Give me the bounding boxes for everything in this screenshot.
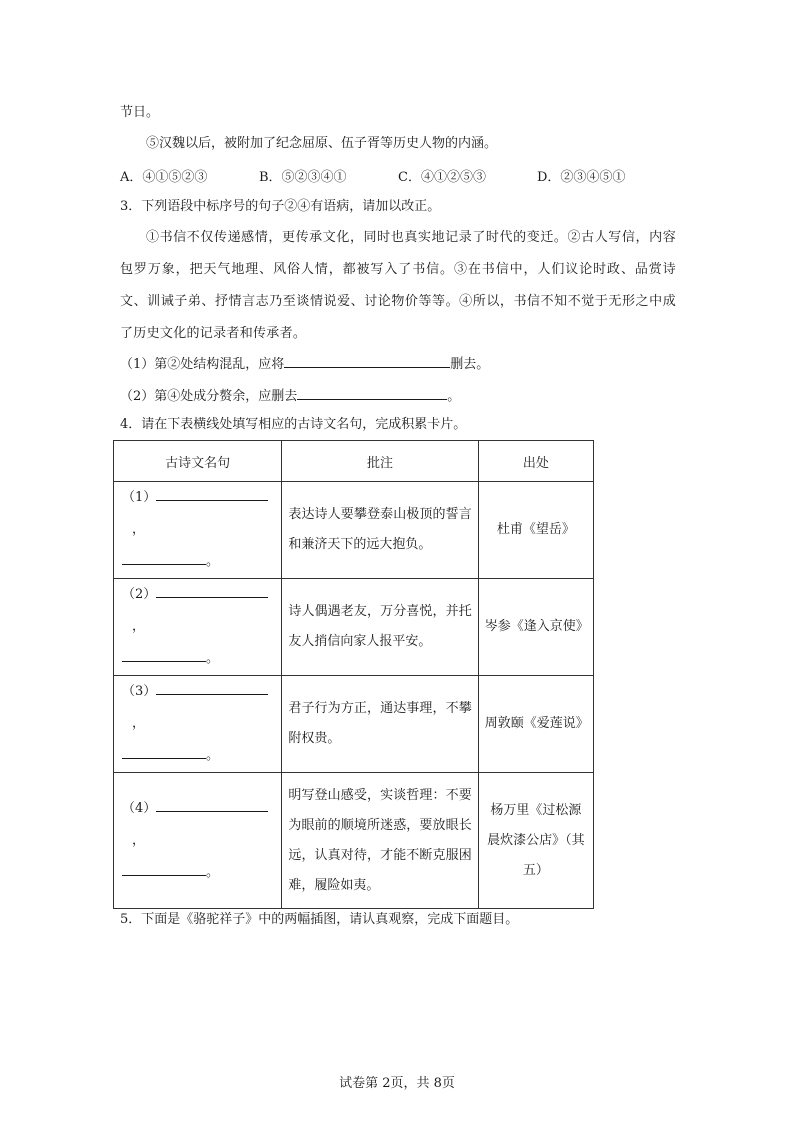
choice-d[interactable]: D．②③④⑤① — [537, 170, 626, 185]
quote-blank-1[interactable] — [156, 680, 268, 695]
quote-blank-1[interactable] — [156, 797, 268, 812]
source-cell: 周敦颐《爱莲说》 — [478, 676, 593, 773]
q4-stem: 4．请在下表横线处填写相应的古诗文名句，完成积累卡片。 — [120, 417, 467, 432]
note-cell: 明写登山感受，实谈哲理：不要为眼前的顺境所迷惑，要放眼长远，认真对待，才能不断克服困难，履险如夷。 — [282, 773, 478, 909]
option-5-text: ⑤汉魏以后，被附加了纪念屈原、伍子胥等历史人物的内涵。 — [146, 136, 498, 151]
accumulation-card-table — [113, 440, 594, 909]
q3-sub2 — [120, 385, 460, 406]
table-row — [114, 676, 594, 773]
quote-cell: （3）， 。 — [114, 676, 282, 773]
choice-a[interactable]: A．④①⑤②③ — [120, 170, 208, 185]
table-row — [114, 579, 594, 676]
source-cell: 岑参《逢入京使》 — [478, 579, 593, 676]
table-header-row — [114, 441, 594, 482]
q3-stem: 3．下列语段中标序号的句子②④有语病，请加以改正。 — [120, 199, 441, 214]
note-cell: 诗人偶遇老友，万分喜悦，并托友人捎信向家人报平安。 — [282, 579, 478, 676]
source-cell: 杨万里《过松源晨炊漆公店》（其五） — [478, 773, 593, 909]
q3-sub1-prefix: （1）第②处结构混乱，应将 — [120, 357, 285, 372]
choice-c[interactable]: C．④①②⑤③ — [398, 170, 486, 185]
q5-stem: 5．下面是《骆驼祥子》中的两幅插图，请认真观察，完成下面题目。 — [120, 912, 519, 927]
quote-blank-1[interactable] — [156, 583, 268, 598]
quote-cell: （1）， 。 — [114, 482, 282, 579]
header-quote: 古诗文名句 — [114, 441, 282, 482]
quote-cell: （2）， 。 — [114, 579, 282, 676]
q2-choices — [120, 166, 680, 184]
q3-passage — [120, 222, 676, 350]
source-cell: 杜甫《望岳》 — [478, 482, 593, 579]
quote-blank-2[interactable] — [122, 861, 206, 876]
choice-b[interactable]: B．⑤②③④① — [259, 170, 347, 185]
note-cell: 君子行为方正，通达事理，不攀附权贵。 — [282, 676, 478, 773]
note-cell: 表达诗人要攀登泰山极顶的誓言和兼济天下的远大抱负。 — [282, 482, 478, 579]
quote-blank-2[interactable] — [122, 550, 206, 565]
quote-blank-2[interactable] — [122, 647, 206, 662]
q3-sub2-prefix: （2）第④处成分赘余，应删去 — [120, 389, 298, 404]
quote-cell: （4）， 。 — [114, 773, 282, 909]
q3-sub2-suffix: 。 — [447, 389, 461, 404]
quote-blank-1[interactable] — [156, 486, 268, 501]
page-footer: 试卷第 2页，共 8页 — [339, 1076, 455, 1091]
q3-sub1-blank[interactable] — [284, 353, 450, 368]
q3-passage-text: ①书信不仅传递感情，更传承文化，同时也真实地记录了时代的变迁。②古人写信，内容包罗万象，把天气地理、风俗人情，都被写入了书信。③在书信中，人们议论时政、品赏诗文、训诫子弟、抒情言志乃至谈情说爱、讨论物价等等。④所以，书信不知不觉于无形之中成了历史文化的记录者和传承者。 — [120, 230, 676, 341]
table-row — [114, 773, 594, 909]
table-row — [114, 482, 594, 579]
header-source: 出处 — [478, 441, 593, 482]
header-note: 批注 — [282, 441, 478, 482]
q3-sub2-blank[interactable] — [297, 385, 447, 400]
quote-blank-2[interactable] — [122, 744, 206, 759]
intro-tail-text: 节日。 — [120, 105, 160, 120]
q3-sub1-suffix: 删去。 — [450, 357, 490, 372]
q3-sub1 — [120, 353, 489, 374]
